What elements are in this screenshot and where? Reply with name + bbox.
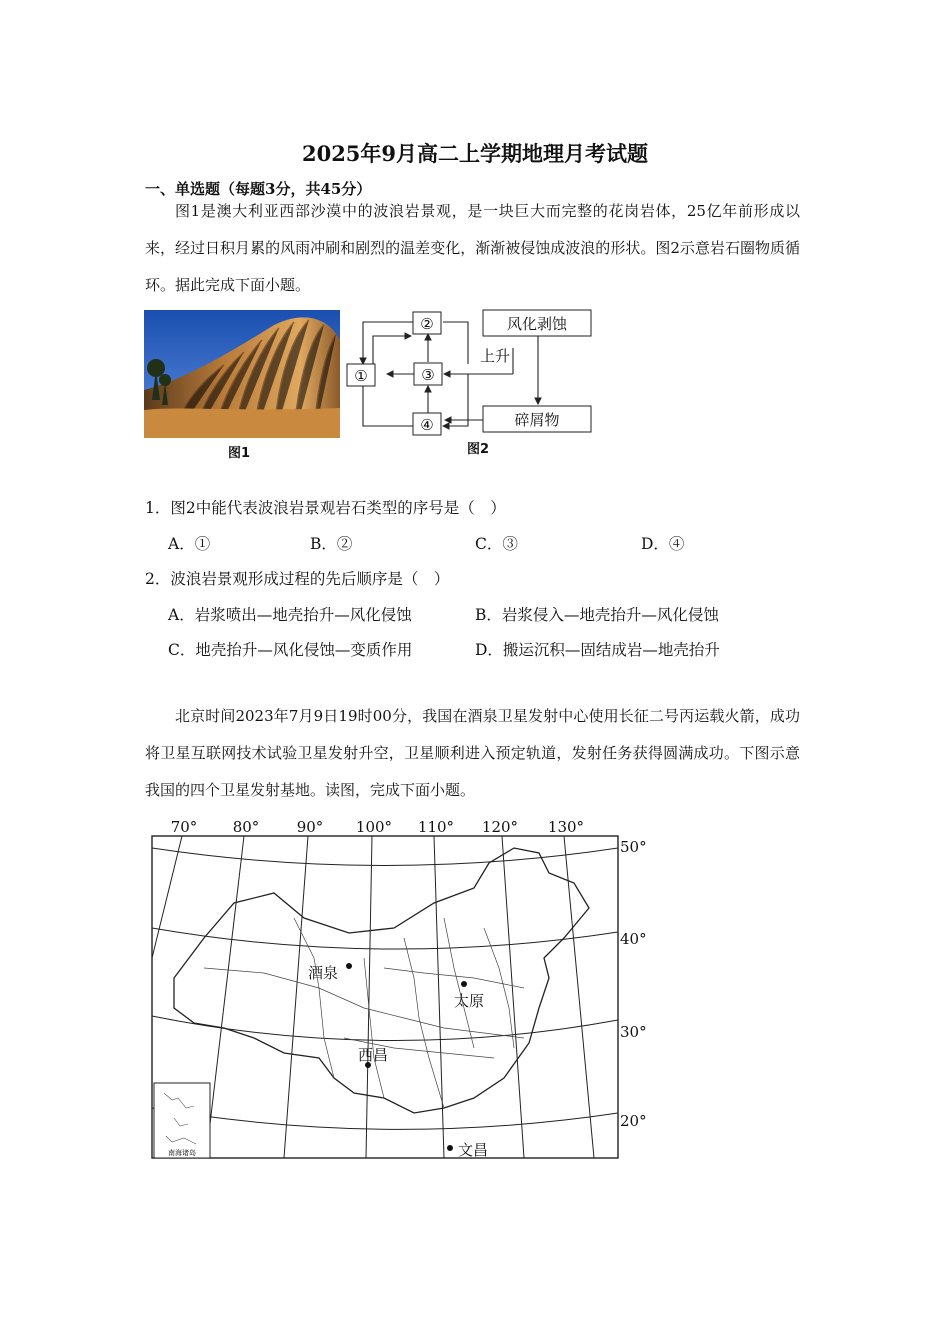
- lat-label-30: 30°: [620, 1023, 647, 1041]
- inset-label: 南海诸岛: [168, 1149, 196, 1157]
- taiyuan-label: 太原: [454, 992, 485, 1010]
- node-4-label: ④: [420, 416, 434, 434]
- lon-label-80: 80°: [232, 818, 260, 836]
- figure-2-caption: 图2: [467, 442, 490, 457]
- node-2-label: ②: [420, 315, 434, 333]
- weathering-label: 风化剥蚀: [506, 315, 568, 333]
- lon-label-130: 130°: [547, 818, 585, 836]
- q2-option-b[interactable]: B．岩浆侵入—地壳抬升—风化侵蚀: [475, 606, 719, 624]
- question-1-stem: 1．图2中能代表波浪岩景观岩石类型的序号是（ ）: [145, 499, 506, 517]
- lon-label-90: 90°: [296, 818, 324, 836]
- lat-label-50: 50°: [620, 838, 647, 856]
- debris-label: 碎屑物: [514, 411, 560, 429]
- lat-label-20: 20°: [620, 1112, 647, 1130]
- q2-option-c[interactable]: C．地壳抬升—风化侵蚀—变质作用: [168, 641, 413, 659]
- group2-intro: 北京时间2023年7月9日19时00分，我国在酒泉卫星发射中心使用长征二号丙运载火箭，成功将卫星互联网技术试验卫星发射升空，卫星顺利进入预定轨道，发射任务获得圆满成功。下图示意我国的四个卫星发射基地。读图，完成下面小题。: [145, 707, 800, 799]
- china-launch-sites-map: [144, 808, 654, 1163]
- lon-label-70: 70°: [170, 818, 198, 836]
- section-heading: 一、单选题（每题3分，共45分）: [145, 180, 372, 198]
- jiuquan-label: 酒泉: [308, 964, 339, 982]
- q1-option-b[interactable]: B．②: [310, 535, 353, 553]
- lon-label-120: 120°: [481, 818, 519, 836]
- group1-intro: 图1是澳大利亚西部沙漠中的波浪岩景观，是一块巨大而完整的花岗岩体，25亿年前形成以来，经过日积月累的风雨冲刷和剧烈的温差变化，渐渐被侵蚀成波浪的形状。图2示意岩石圈物质循环。据此完成下面小题。: [145, 202, 800, 294]
- wave-rock-illustration: [144, 310, 340, 438]
- q1-option-d[interactable]: D．④: [641, 535, 685, 553]
- q1-option-c[interactable]: C．③: [475, 535, 518, 553]
- figure-1-caption: 图1: [228, 446, 251, 461]
- lon-label-100: 100°: [355, 818, 393, 836]
- uplift-label: 上升: [479, 347, 511, 365]
- q1-option-a[interactable]: A．①: [168, 535, 211, 553]
- q2-option-d[interactable]: D．搬运沉积—固结成岩—地壳抬升: [475, 641, 720, 659]
- lat-label-40: 40°: [620, 930, 647, 948]
- node-3-label: ③: [421, 366, 435, 384]
- rock-cycle-diagram: [343, 306, 598, 438]
- page-title: 2025年9月高二上学期地理月考试题: [301, 141, 649, 166]
- taiyuan-marker: [461, 981, 467, 987]
- jiuquan-marker: [346, 963, 352, 969]
- node-1-label: ①: [354, 367, 368, 385]
- xichang-label: 西昌: [358, 1046, 389, 1064]
- q2-option-a[interactable]: A．岩浆喷出—地壳抬升—风化侵蚀: [168, 606, 412, 624]
- wenchang-marker: [447, 1145, 453, 1151]
- question-2-stem: 2．波浪岩景观形成过程的先后顺序是（ ）: [145, 570, 450, 588]
- wenchang-label: 文昌: [458, 1141, 489, 1159]
- wave-rock-photo: [144, 310, 340, 438]
- lon-label-110: 110°: [417, 818, 455, 836]
